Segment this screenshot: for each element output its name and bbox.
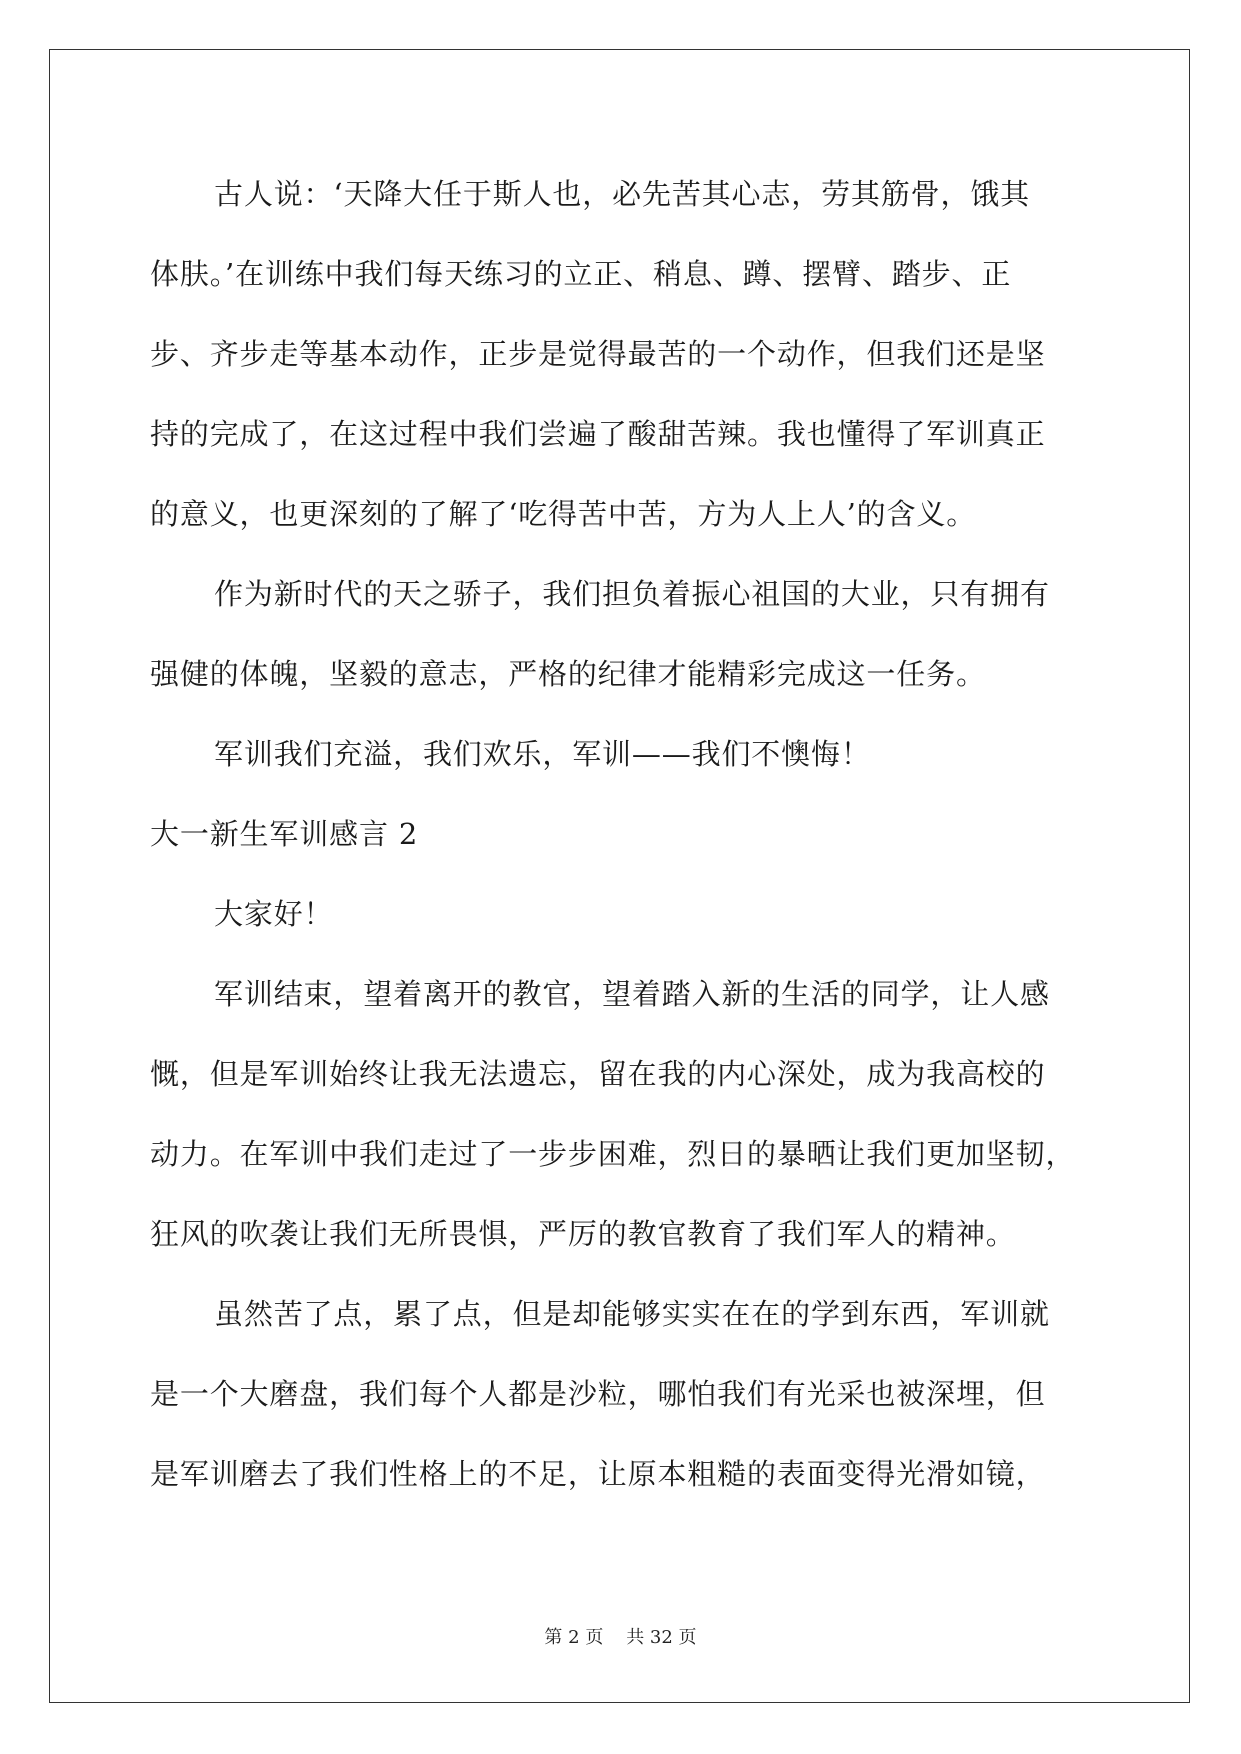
paragraph-4-line-3: 动力。在军训中我们走过了一步步困难，烈日的暴晒让我们更加坚韧，	[150, 1137, 1076, 1171]
paragraph-1-line-5: 的意义，也更深刻的了解了‘吃得苦中苦，方为人上人’的含义。	[150, 497, 977, 531]
paragraph-2-line-2: 强健的体魄，坚毅的意志，严格的纪律才能精彩完成这一任务。	[150, 657, 986, 691]
paragraph-4-line-4: 狂风的吹袭让我们无所畏惧，严厉的教官教育了我们军人的精神。	[150, 1217, 1016, 1251]
paragraph-4-line-1: 军训结束，望着离开的教官，望着踏入新的生活的同学，让人感	[214, 977, 1050, 1011]
paragraph-5-line-3: 是军训磨去了我们性格上的不足，让原本粗糙的表面变得光滑如镜，	[150, 1457, 1046, 1491]
paragraph-5-line-2: 是一个大磨盘，我们每个人都是沙粒，哪怕我们有光采也被深埋，但	[150, 1377, 1046, 1411]
paragraph-1-line-2: 体肤。’在训练中我们每天练习的立正、稍息、蹲、摆臂、踏步、正	[150, 257, 1012, 291]
paragraph-4-line-2: 慨，但是军训始终让我无法遗忘，留在我的内心深处，成为我高校的	[150, 1057, 1046, 1091]
page-number-footer: 第 2 页 共 32 页	[544, 1627, 697, 1648]
section-heading: 大一新生军训感言 2	[150, 817, 419, 851]
paragraph-2-line-1: 作为新时代的天之骄子，我们担负着振心祖国的大业，只有拥有	[214, 577, 1050, 611]
paragraph-1-line-4: 持的完成了，在这过程中我们尝遍了酸甜苦辣。我也懂得了军训真正	[150, 417, 1046, 451]
paragraph-5-line-1: 虽然苦了点，累了点，但是却能够实实在在的学到东西，军训就	[214, 1297, 1050, 1331]
paragraph-3-line-1: 军训我们充溢，我们欢乐，军训——我们不懊悔！	[214, 737, 871, 771]
paragraph-1-line-3: 步、齐步走等基本动作，正步是觉得最苦的一个动作，但我们还是坚	[150, 337, 1046, 371]
paragraph-1-line-1: 古人说：‘天降大任于斯人也，必先苦其心志，劳其筋骨，饿其	[214, 177, 1031, 211]
greeting-line: 大家好！	[214, 897, 334, 931]
